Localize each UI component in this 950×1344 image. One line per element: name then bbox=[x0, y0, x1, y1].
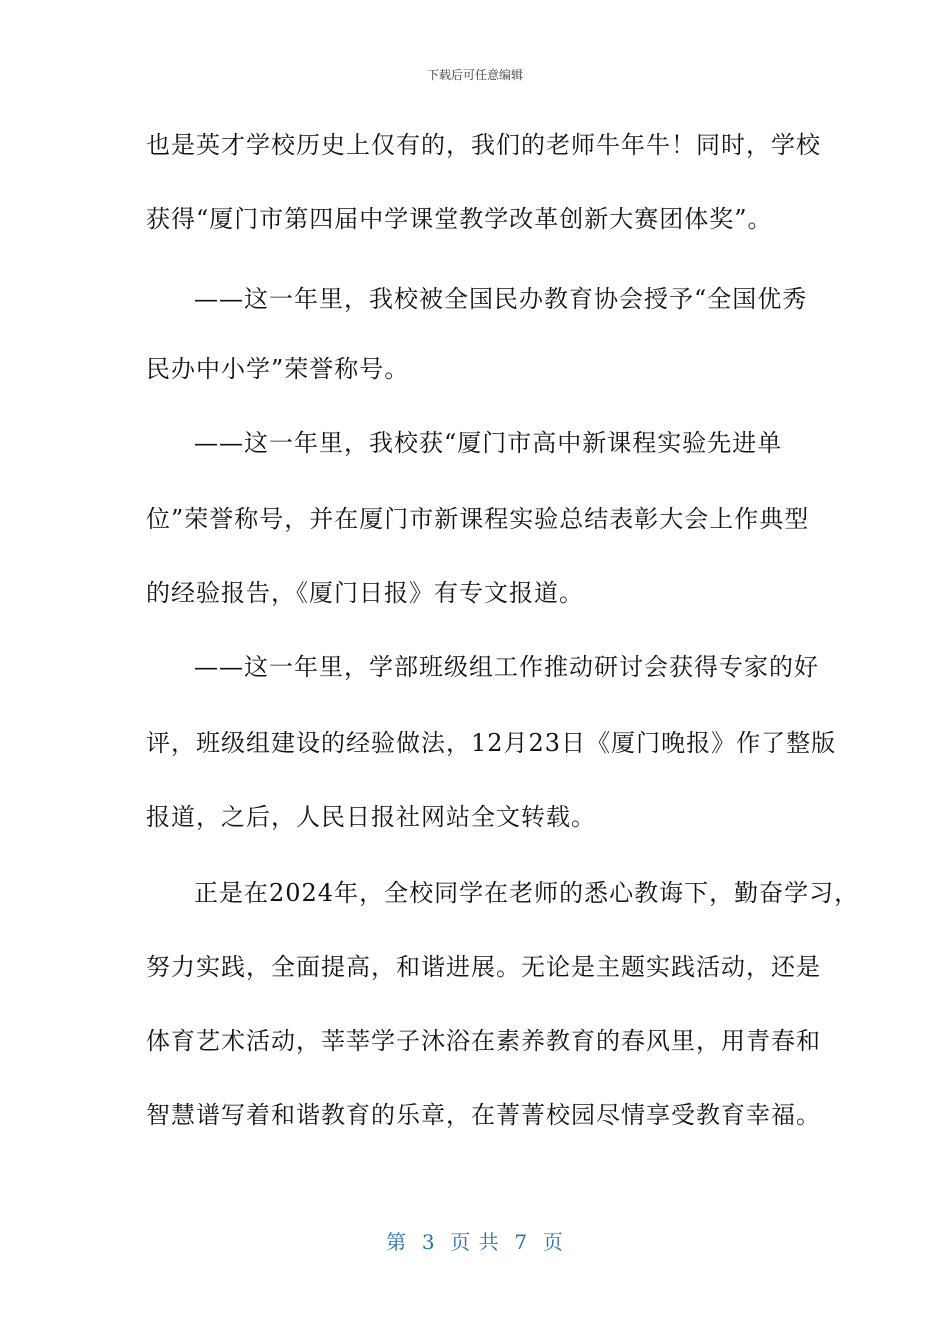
text-line: 智慧谱写着和谐教育的乐章，在菁菁校园尽情享受教育幸福。 bbox=[146, 1101, 821, 1129]
text-line: ——这一年里，我校获“厦门市高中新课程实验先进单 bbox=[194, 429, 783, 457]
text-line: 民办中小学”荣誉称号。 bbox=[146, 355, 410, 383]
text-line: 努力实践，全面提高，和谐进展。无论是主题实践活动，还是 bbox=[146, 953, 821, 981]
text-line: 也是英才学校历史上仅有的，我们的老师牛年牛！同时，学校 bbox=[146, 131, 821, 159]
header-note: 下载后可任意编辑 bbox=[426, 68, 523, 82]
text-line: 的经验报告，《厦门日报》有专文报道。 bbox=[146, 579, 584, 607]
text-line: ——这一年里，我校被全国民办教育协会授予“全国优秀 bbox=[194, 285, 808, 313]
text-line: 位”荣誉称号，并在厦门市新课程实验总结表彰大会上作典型 bbox=[146, 505, 810, 533]
text-line: 正是在2024年，全校同学在老师的悉心教诲下，勤奋学习， bbox=[194, 879, 860, 907]
page-number: 第 3 页 共 7 页 bbox=[386, 1230, 564, 1254]
text-line: 报道，之后，人民日报社网站全文转载。 bbox=[146, 803, 596, 831]
text-line: 获得“厦门市第四届中学课堂教学改革创新大赛团体奖”。 bbox=[146, 205, 773, 233]
text-line: 评，班级组建设的经验做法，12月23日《厦门晚报》作了整版 bbox=[146, 729, 837, 757]
text-line: 体育艺术活动，莘莘学子沐浴在素养教育的春风里，用青春和 bbox=[146, 1027, 821, 1055]
text-line: ——这一年里，学部班级组工作推动研讨会获得专家的好 bbox=[194, 653, 819, 681]
